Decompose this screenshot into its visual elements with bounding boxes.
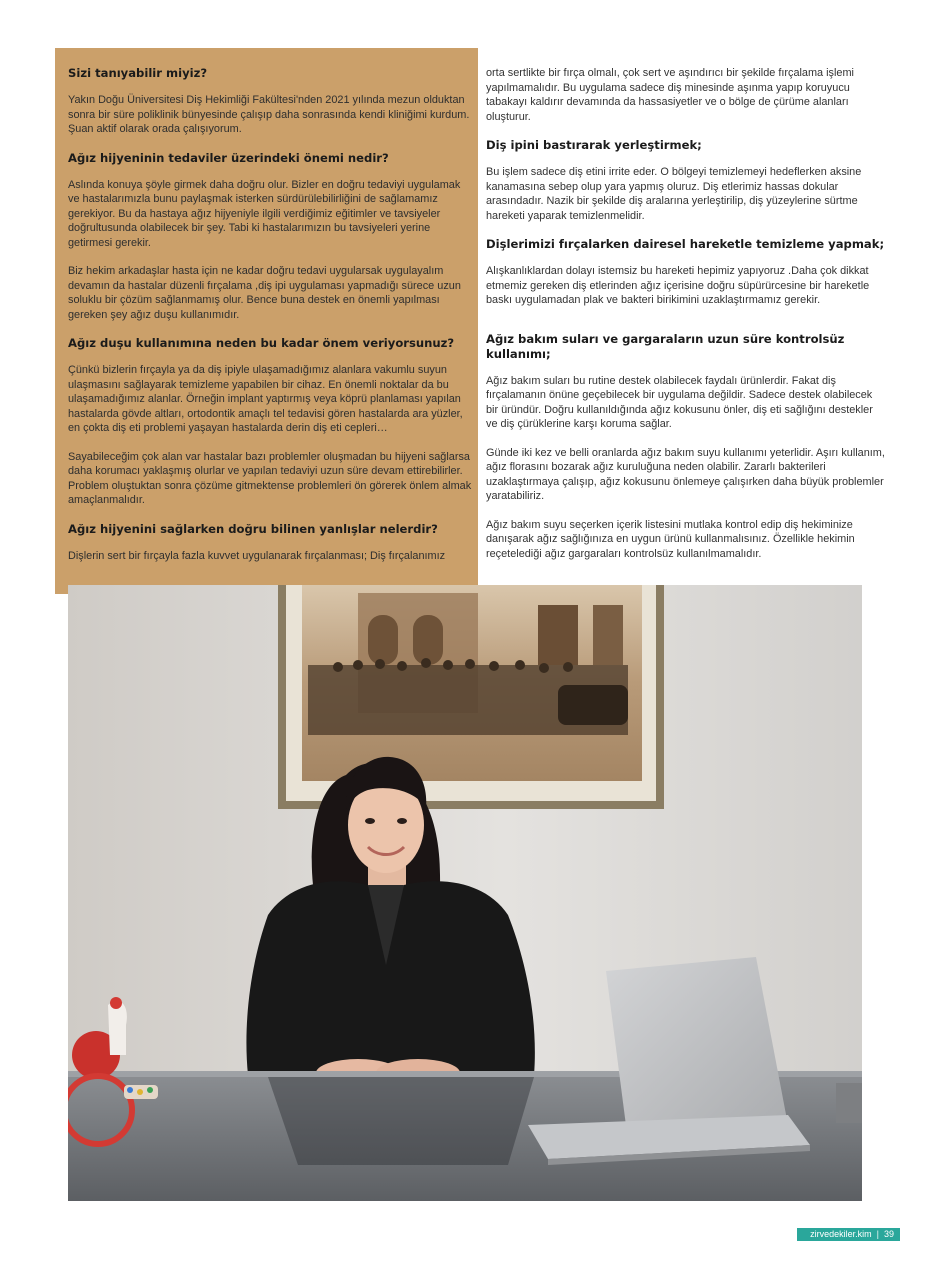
heading-dogru-bilinen-yanlislar: Ağız hijyenini sağlarken doğru bilinen yanlışlar nelerdir? — [68, 521, 438, 536]
paragraph: Dişlerin sert bir fırçayla fazla kuvvet uygulanarak fırçalanması; Diş fırçalanımız — [68, 549, 446, 562]
spacer — [486, 322, 886, 332]
heading-dis-ipi: Diş ipini bastırarak yerleştirmek; — [486, 138, 702, 152]
paragraph: Alışkanlıklardan dolayı istemsiz bu hareketi hepimiz yapıyoruz .Daha çok dikkat etmemiz gereken diş etlerinden ağız içerisine doğru süpürürcesine bir hareketle baskı uygulamadan plak ve bakteri birikimini uzaklaştırmamız gerekir. — [486, 265, 870, 306]
photo-illustration — [68, 585, 862, 1201]
paragraph: Sayabileceğim çok alan var hastalar bazı problemler oluşmadan bu hijyeni sağlarsa daha korumacı yaklaşmış olurlar ve yapılan tedaviyi uzun süre devam ettirebilirler. Problem oluştuktan sonra çözüme gitmektense problemleri ön görerek önlem almak amaçlanmalıdır. — [68, 450, 472, 506]
paragraph: Biz hekim arkadaşlar hasta için ne kadar doğru tedavi uygularsak uygulayalım devamın da hastalar düzenli fırçalama ,diş ipi uygulaması yapmadığı sürece uzun soluklu bir çözüm sağlanmamış olur. Bence buna destek en önemli yapılması gereken şey ağız duşu kullanımıdır. — [68, 265, 461, 321]
footer-site: zirvedekiler.kim — [810, 1229, 872, 1239]
portrait-photo — [68, 585, 862, 1201]
left-text-column — [68, 66, 472, 577]
paragraph: Aslında konuya şöyle girmek daha doğru olur. Bizler en doğru tedaviyi uygulamak ve hastalarımızla bunu paylaşmak isterken sürdürülebilirliğini de sağlamamız gerekiyor. Bu da hastaya ağız hijyeniyle ilgili verdiğimiz eğitimler ve tavsiyeler doğrultusunda olabilecek bir şey. Tabi ki hastalarımızın bu tavsiyeleri yerine getirmesi gerekir. — [68, 178, 461, 249]
right-text-column — [486, 66, 886, 575]
page-footer — [797, 1228, 900, 1241]
heading-agiz-bakim-sulari: Ağız bakım suları ve gargaraların uzun süre kontrolsüz kullanımı; — [486, 331, 845, 361]
heading-agiz-dusu: Ağız duşu kullanımına neden bu kadar önem veriyorsunuz? — [68, 336, 455, 350]
heading-sizi-taniyabilir: Sizi tanıyabilir miyiz? — [68, 66, 208, 80]
paragraph: Yakın Doğu Üniversitesi Diş Hekimliği Fakültesi'nden 2021 yılında mezun olduktan sonra bir süre poliklinik bünyesinde çalışıp daha sonrasında kendi kliniğimi kurdum. Şuan aktif olarak orada çalışıyorum. — [68, 94, 470, 135]
paragraph: orta sertlikte bir fırça olmalı, çok sert ve aşındırıcı bir şekilde fırçalama işlemi yapılmamalıdır. Bu uygulama sadece diş minesinde aşınma yapıp koruyucu tabakayı kaldırır devamında da hassasiyetler ve o bölge de çürüme alanları oluşturur. — [486, 67, 854, 123]
paragraph: Ağız bakım suyu seçerken içerik listesini mutlaka kontrol edip diş hekiminize danışarak ağız sağlığınıza en uygun ürünü kullanmalısınız. Özellikle hekimin reçetelediği ağız gargaraları kontrolsüz kullanılmamalıdır. — [486, 518, 855, 560]
heading-agiz-hijyeni-onemi: Ağız hijyeninin tedaviler üzerindeki önemi nedir? — [68, 150, 389, 165]
page-number: 39 — [883, 1229, 894, 1239]
paragraph: Çünkü bizlerin fırçayla ya da diş ipiyle ulaşamadığımız alanlara vakumlu suyun ulaşmasını sağlayarak temizleme yapabilen bir cihaz. En önemli noktalar da bu ulaşamadığımız alanlar. Örneğin implant yaptırmış veya köprü planlaması yapılan hastalarda gövde altları, ortodontik amaçlı tel tedavisi gören hastalarda ara yüzler, en çokta diş eti problemi yaşayan hastalarda derin diş eti cepleri… — [68, 364, 463, 434]
paragraph: Ağız bakım suları bu rutine destek olabilecek faydalı ürünlerdir. Fakat diş fırçalamanın önüne geçebilecek bir uygulama değildir. Sadece destek olabilecek bir üründür. Doğru kullanıldığında ağız kokusunu önler, diş eti sağlığını destekler ve diş çürüklerine karşı koruma sağlar. — [486, 374, 873, 430]
heading-dairesel-hareket: Dişlerimizi fırçalarken dairesel hareketle temizleme yapmak; — [486, 237, 885, 251]
footer-separator: | — [876, 1229, 879, 1239]
paragraph: Bu işlem sadece diş etini irrite eder. O bölgeyi temizlemeyi hedeflerken aksine kanamasına sebep olup yara yapmış oluruz. Diş etlerimiz hassas dokular arasındadır. Nazik bir şekilde diş aralarına yerleştirilip, diş yüzeylerine sürtme hareketi yaparak temizlenmelidir. — [486, 166, 862, 222]
paragraph: Günde iki kez ve belli oranlarda ağız bakım suyu kullanımı yeterlidir. Aşırı kullanım, ağız florasını bozarak ağız kuruluğuna neden olabilir. Zararlı bakterileri uzaklaştırmaya çalışıp, ağız kokusunu önlemeye çalışırken daha büyük problemler yaratabiliriz. — [486, 446, 885, 502]
